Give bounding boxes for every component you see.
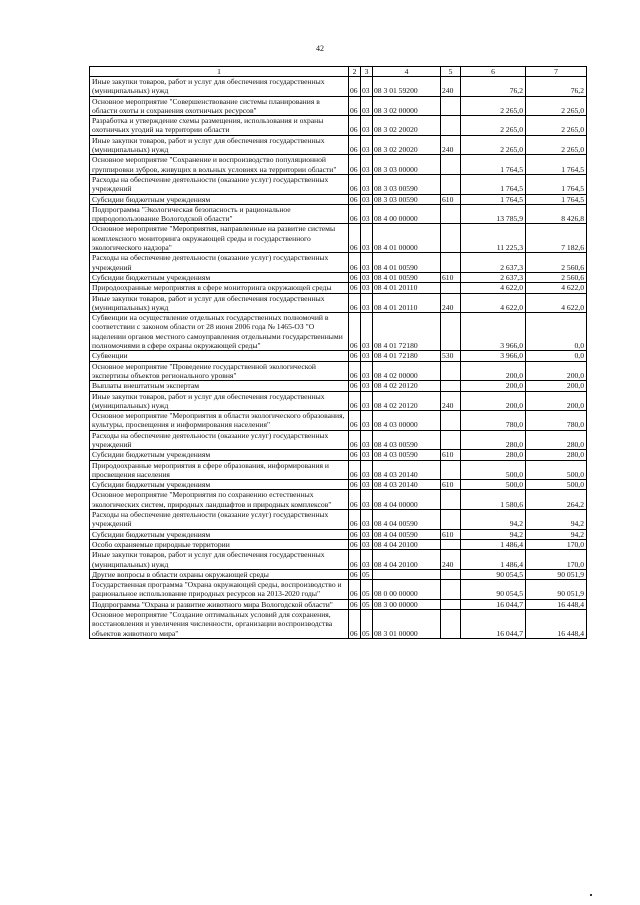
cell-amount-2: 500,0 [526,480,587,490]
cell-subsection: 03 [361,381,373,391]
cell-name: Субвенции [90,351,349,361]
cell-target-article: 08 4 02 20120 [373,381,441,391]
cell-name: Расходы на обеспечение деятельности (оказание услуг) государственных учреждений [90,430,349,450]
cell-expense-type [441,253,461,273]
cell-expense-type [441,430,461,450]
table-row [90,610,587,639]
cell-target-article: 08 4 04 00000 [373,490,441,510]
cell-subsection: 03 [361,391,373,411]
cell-expense-type: 240 [441,293,461,313]
cell-name: Основное мероприятие "Совершенствование системы планирования в области охоты и сохранения охотничьих ресурсов" [90,96,349,116]
cell-name: Другие вопросы в области охраны окружающей среды [90,569,349,579]
cell-amount-2: 8 426,8 [526,204,587,224]
col-header-expense-type: 5 [441,67,461,77]
cell-expense-type: 610 [441,450,461,460]
cell-subsection: 03 [361,529,373,539]
cell-amount-2: 280,0 [526,450,587,460]
cell-subsection: 03 [361,411,373,431]
cell-expense-type [441,411,461,431]
cell-target-article [373,569,441,579]
cell-expense-type [441,580,461,600]
cell-section: 06 [349,391,361,411]
cell-subsection: 03 [361,480,373,490]
cell-subsection: 03 [361,450,373,460]
cell-amount-1: 3 966,0 [461,313,526,351]
cell-amount-1: 94,2 [461,510,526,530]
cell-amount-1: 13 785,9 [461,204,526,224]
cell-target-article: 08 3 03 00590 [373,194,441,204]
cell-amount-1: 2 265,0 [461,135,526,155]
cell-amount-2: 2 560,6 [526,272,587,282]
cell-amount-1: 16 044,7 [461,599,526,609]
cell-expense-type [441,155,461,175]
cell-section: 06 [349,116,361,136]
table-row [90,361,587,381]
cell-expense-type [441,510,461,530]
cell-subsection: 03 [361,272,373,282]
cell-section: 06 [349,430,361,450]
cell-name: Субвенции на осуществление отдельных государственных полномочий в соответствии с законом области от 28 июня 2006 года № 1465-ОЗ "О наделении органов местного самоуправления отдельными государственными полномочиями в сфере охраны окружающей среды" [90,313,349,351]
cell-amount-1: 90 054,5 [461,569,526,579]
scan-dot [590,894,592,896]
cell-name: Основное мероприятие "Проведение государственной экологической экспертизы объектов регионального уровня" [90,361,349,381]
cell-subsection: 03 [361,116,373,136]
cell-target-article: 08 4 02 20120 [373,391,441,411]
cell-expense-type: 530 [441,351,461,361]
cell-subsection: 03 [361,224,373,253]
cell-target-article: 08 4 01 00590 [373,253,441,273]
cell-expense-type: 240 [441,550,461,570]
table-row [90,155,587,175]
cell-target-article: 08 4 02 00000 [373,361,441,381]
cell-amount-1: 94,2 [461,529,526,539]
cell-amount-1: 2 265,0 [461,116,526,136]
cell-section: 06 [349,460,361,480]
cell-subsection: 03 [361,253,373,273]
cell-name: Государственная программа "Охрана окружающей среды, воспроизводство и рациональное использование природных ресурсов на 2013-2020 годы" [90,580,349,600]
cell-name: Субсидии бюджетным учреждениям [90,272,349,282]
cell-amount-1: 2 265,0 [461,96,526,116]
cell-expense-type: 610 [441,480,461,490]
table-row [90,539,587,549]
table-row [90,135,587,155]
cell-section: 06 [349,490,361,510]
cell-section: 06 [349,610,361,639]
cell-target-article: 08 4 00 00000 [373,204,441,224]
cell-subsection: 03 [361,96,373,116]
cell-subsection: 03 [361,361,373,381]
cell-target-article: 08 3 01 59200 [373,77,441,97]
cell-name: Подпрограмма "Охрана и развитие животного мира Вологодской области" [90,599,349,609]
cell-amount-2: 76,2 [526,77,587,97]
cell-section: 06 [349,272,361,282]
cell-name: Природоохранные мероприятия в сфере мониторинга окружающей среды [90,283,349,293]
cell-section: 06 [349,580,361,600]
col-header-target-article: 4 [373,67,441,77]
cell-amount-1: 1 764,5 [461,194,526,204]
table-row [90,224,587,253]
cell-subsection: 03 [361,135,373,155]
cell-target-article: 08 3 00 00000 [373,599,441,609]
cell-amount-1: 200,0 [461,391,526,411]
cell-name: Основное мероприятие "Мероприятия, направленные на развитие системы комплексного мониторинга окружающей среды и государственного экологического надзора" [90,224,349,253]
cell-name: Субсидии бюджетным учреждениям [90,480,349,490]
cell-expense-type [441,174,461,194]
cell-target-article: 08 0 00 00000 [373,580,441,600]
table-row [90,450,587,460]
cell-target-article: 08 4 01 00590 [373,272,441,282]
cell-subsection: 03 [361,293,373,313]
cell-expense-type [441,490,461,510]
cell-section: 06 [349,351,361,361]
cell-target-article: 08 4 01 00000 [373,224,441,253]
cell-name: Основное мероприятие "Создание оптимальных условий для сохранения, восстановления и увеличения численности, организации воспроизводства объектов животного мира" [90,610,349,639]
cell-amount-2: 1 764,5 [526,194,587,204]
cell-subsection: 03 [361,460,373,480]
cell-name: Подпрограмма "Экологическая безопасность и рациональное природопользование Вологодской области" [90,204,349,224]
cell-subsection: 03 [361,550,373,570]
cell-name: Субсидии бюджетным учреждениям [90,450,349,460]
cell-amount-1: 1 486,4 [461,550,526,570]
cell-amount-2: 264,2 [526,490,587,510]
cell-name: Иные закупки товаров, работ и услуг для обеспечения государственных (муниципальных) нужд [90,550,349,570]
cell-amount-1: 280,0 [461,450,526,460]
cell-amount-1: 780,0 [461,411,526,431]
cell-name: Выплаты внештатным экспертам [90,381,349,391]
cell-target-article: 08 4 04 00590 [373,510,441,530]
cell-section: 06 [349,411,361,431]
cell-amount-2: 90 051,9 [526,580,587,600]
cell-target-article: 08 4 01 20110 [373,283,441,293]
cell-amount-2: 94,2 [526,510,587,530]
cell-section: 06 [349,283,361,293]
cell-section: 06 [349,204,361,224]
table-row [90,460,587,480]
cell-name: Субсидии бюджетным учреждениям [90,194,349,204]
cell-expense-type [441,313,461,351]
cell-expense-type: 240 [441,77,461,97]
table-row [90,204,587,224]
cell-amount-1: 2 637,3 [461,272,526,282]
cell-subsection: 03 [361,430,373,450]
cell-section: 06 [349,135,361,155]
cell-amount-1: 16 044,7 [461,610,526,639]
cell-expense-type [441,224,461,253]
cell-amount-2: 200,0 [526,361,587,381]
cell-section: 06 [349,224,361,253]
table-row [90,550,587,570]
cell-amount-2: 16 448,4 [526,610,587,639]
cell-amount-2: 0,0 [526,313,587,351]
col-header-name: 1 [90,67,349,77]
cell-section: 06 [349,510,361,530]
cell-name: Основное мероприятие "Мероприятия в области экологического образования, культуры, просвещения и информирования населения" [90,411,349,431]
cell-amount-2: 2 560,6 [526,253,587,273]
table-row [90,272,587,282]
cell-section: 06 [349,313,361,351]
cell-amount-2: 7 182,6 [526,224,587,253]
col-header-amount-2: 7 [526,67,587,77]
cell-target-article: 08 4 04 00590 [373,529,441,539]
cell-amount-2: 2 265,0 [526,96,587,116]
cell-amount-2: 90 051,9 [526,569,587,579]
cell-amount-1: 500,0 [461,460,526,480]
cell-expense-type: 610 [441,529,461,539]
cell-expense-type [441,204,461,224]
cell-expense-type: 610 [441,194,461,204]
cell-amount-2: 4 622,0 [526,283,587,293]
cell-amount-1: 200,0 [461,381,526,391]
table-row [90,174,587,194]
cell-amount-1: 200,0 [461,361,526,381]
table-row [90,430,587,450]
cell-subsection: 03 [361,510,373,530]
cell-expense-type: 240 [441,391,461,411]
budget-table [89,66,587,639]
table-row [90,293,587,313]
cell-expense-type [441,539,461,549]
cell-section: 06 [349,293,361,313]
table-row [90,194,587,204]
cell-target-article: 08 3 03 00590 [373,174,441,194]
cell-target-article: 08 4 01 72180 [373,313,441,351]
col-header-amount-1: 6 [461,67,526,77]
cell-name: Иные закупки товаров, работ и услуг для обеспечения государственных (муниципальных) нужд [90,391,349,411]
cell-name: Расходы на обеспечение деятельности (оказание услуг) государственных учреждений [90,510,349,530]
cell-subsection: 05 [361,569,373,579]
cell-expense-type [441,116,461,136]
table-body [90,77,587,639]
col-header-section: 2 [349,67,361,77]
table-row [90,411,587,431]
cell-expense-type [441,599,461,609]
cell-name: Расходы на обеспечение деятельности (оказание услуг) государственных учреждений [90,253,349,273]
cell-subsection: 03 [361,539,373,549]
cell-section: 06 [349,194,361,204]
cell-amount-2: 780,0 [526,411,587,431]
table-row [90,96,587,116]
cell-expense-type: 610 [441,272,461,282]
cell-expense-type [441,569,461,579]
cell-target-article: 08 3 01 00000 [373,610,441,639]
cell-amount-1: 1 764,5 [461,155,526,175]
cell-target-article: 08 3 02 00000 [373,96,441,116]
cell-section: 06 [349,450,361,460]
cell-amount-2: 170,0 [526,539,587,549]
cell-amount-1: 280,0 [461,430,526,450]
table-row [90,313,587,351]
cell-section: 06 [349,361,361,381]
cell-target-article: 08 3 02 20020 [373,135,441,155]
table-row [90,351,587,361]
cell-subsection: 05 [361,580,373,600]
cell-amount-2: 500,0 [526,460,587,480]
cell-subsection: 03 [361,204,373,224]
cell-expense-type: 240 [441,135,461,155]
cell-expense-type [441,96,461,116]
cell-subsection: 05 [361,599,373,609]
cell-amount-2: 2 265,0 [526,116,587,136]
cell-expense-type [441,610,461,639]
table-row [90,599,587,609]
cell-amount-2: 200,0 [526,381,587,391]
cell-name: Расходы на обеспечение деятельности (оказание услуг) государственных учреждений [90,174,349,194]
cell-subsection: 03 [361,490,373,510]
table-row [90,510,587,530]
cell-amount-1: 1 486,4 [461,539,526,549]
cell-amount-1: 1 764,5 [461,174,526,194]
cell-expense-type [441,381,461,391]
cell-section: 06 [349,480,361,490]
table-row [90,116,587,136]
cell-subsection: 03 [361,313,373,351]
cell-name: Разработка и утверждение схемы размещения, использования и охраны охотничьих угодий на территории области [90,116,349,136]
cell-section: 06 [349,539,361,549]
cell-amount-1: 90 054,5 [461,580,526,600]
cell-amount-1: 4 622,0 [461,293,526,313]
table-row [90,253,587,273]
cell-section: 06 [349,77,361,97]
table-row [90,480,587,490]
cell-section: 06 [349,253,361,273]
cell-name: Иные закупки товаров, работ и услуг для обеспечения государственных (муниципальных) нужд [90,293,349,313]
cell-subsection: 03 [361,77,373,97]
cell-section: 06 [349,569,361,579]
cell-name: Иные закупки товаров, работ и услуг для обеспечения государственных (муниципальных) нужд [90,135,349,155]
cell-section: 06 [349,174,361,194]
cell-subsection: 03 [361,351,373,361]
cell-target-article: 08 4 03 20140 [373,460,441,480]
cell-section: 06 [349,550,361,570]
cell-expense-type [441,283,461,293]
cell-target-article: 08 4 03 00590 [373,450,441,460]
cell-amount-2: 94,2 [526,529,587,539]
cell-target-article: 08 3 03 00000 [373,155,441,175]
cell-amount-1: 2 637,3 [461,253,526,273]
cell-section: 06 [349,381,361,391]
cell-subsection: 03 [361,174,373,194]
table-row [90,490,587,510]
cell-amount-2: 280,0 [526,430,587,450]
table-row [90,283,587,293]
cell-name: Субсидии бюджетным учреждениям [90,529,349,539]
cell-name: Основное мероприятие "Мероприятия по сохранению естественных экологических систем, природных ландшафтов и природных комплексов" [90,490,349,510]
cell-section: 06 [349,96,361,116]
cell-target-article: 08 4 04 20100 [373,550,441,570]
cell-target-article: 08 3 02 20020 [373,116,441,136]
table-row [90,580,587,600]
cell-amount-1: 500,0 [461,480,526,490]
cell-amount-1: 1 580,6 [461,490,526,510]
cell-amount-2: 200,0 [526,391,587,411]
cell-target-article: 08 4 03 20140 [373,480,441,490]
cell-name: Иные закупки товаров, работ и услуг для обеспечения государственных (муниципальных) нужд [90,77,349,97]
cell-subsection: 05 [361,610,373,639]
page-number: 42 [316,44,324,53]
cell-amount-2: 1 764,5 [526,174,587,194]
table-row [90,569,587,579]
cell-expense-type [441,361,461,381]
cell-name: Основное мероприятие "Сохранение и воспроизводство популяционной группировки зубров, живущих в вольных условиях на территории области" [90,155,349,175]
cell-expense-type [441,460,461,480]
cell-amount-1: 76,2 [461,77,526,97]
cell-name: Природоохранные мероприятия в сфере образования, информирования и просвещения населения [90,460,349,480]
col-header-subsection: 3 [361,67,373,77]
table-header [90,67,587,77]
cell-section: 06 [349,529,361,539]
table-row [90,381,587,391]
cell-subsection: 03 [361,194,373,204]
table-row [90,77,587,97]
cell-target-article: 08 4 03 00590 [373,430,441,450]
cell-target-article: 08 4 01 20110 [373,293,441,313]
cell-target-article: 08 4 03 00000 [373,411,441,431]
cell-name: Особо охраняемые природные территории [90,539,349,549]
cell-amount-2: 4 622,0 [526,293,587,313]
cell-amount-1: 11 225,3 [461,224,526,253]
cell-target-article: 08 4 01 72180 [373,351,441,361]
cell-amount-2: 0,0 [526,351,587,361]
cell-section: 06 [349,155,361,175]
cell-amount-2: 16 448,4 [526,599,587,609]
cell-target-article: 08 4 04 20100 [373,539,441,549]
cell-amount-2: 170,0 [526,550,587,570]
cell-section: 06 [349,599,361,609]
cell-amount-2: 2 265,0 [526,135,587,155]
cell-amount-1: 4 622,0 [461,283,526,293]
cell-subsection: 03 [361,155,373,175]
table-row [90,529,587,539]
table-row [90,391,587,411]
cell-amount-2: 1 764,5 [526,155,587,175]
cell-amount-1: 3 966,0 [461,351,526,361]
cell-subsection: 03 [361,283,373,293]
